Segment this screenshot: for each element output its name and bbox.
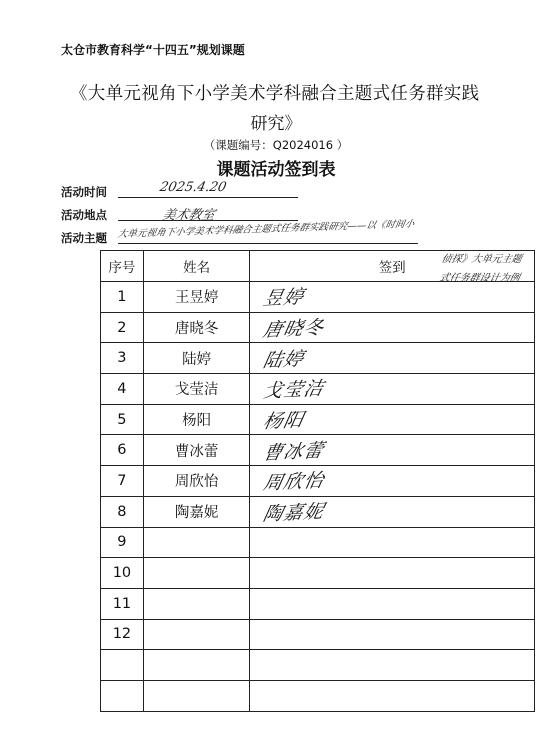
table-row [101, 374, 535, 405]
activity-place-value: 美术教室 [160, 208, 217, 223]
row-name [143, 680, 250, 711]
table-row [101, 558, 535, 589]
activity-theme-value-line3: 式任务群设计为例 [438, 273, 521, 284]
row-number: 4 [101, 374, 144, 405]
row-name: 周欣怡 [143, 466, 250, 497]
row-name: 陆婷 [143, 343, 250, 374]
row-number: 8 [101, 496, 144, 527]
table-row [101, 619, 535, 650]
activity-time-label: 活动时间 [61, 185, 107, 199]
organization-line: 太仓市教育科学“十四五”规划课题 [61, 43, 245, 57]
row-signature [250, 374, 535, 405]
header-signature: 签到 [250, 251, 535, 282]
handwritten-signature: 曹冰蕾 [261, 439, 327, 465]
row-name: 陶嘉妮 [143, 496, 250, 527]
row-number: 10 [101, 558, 144, 589]
table-header-row [101, 251, 535, 282]
row-number: 5 [101, 404, 144, 435]
table-row [101, 680, 535, 711]
handwritten-signature: 周欣怡 [261, 469, 327, 496]
row-signature [250, 312, 535, 343]
row-name: 王昱婷 [143, 282, 250, 313]
handwritten-signature: 唐晓冬 [261, 316, 327, 342]
sheet-title: 课题活动签到表 [216, 160, 336, 180]
row-number [101, 650, 144, 681]
row-signature [250, 527, 535, 558]
activity-theme-value-line2: 侦探》大单元主题 [440, 254, 523, 265]
sign-in-table [100, 250, 535, 712]
row-name [143, 650, 250, 681]
row-name: 曹冰蕾 [143, 435, 250, 466]
handwritten-signature: 杨阳 [261, 409, 307, 434]
table-row [101, 282, 535, 313]
row-name: 唐晓冬 [143, 312, 250, 343]
row-signature [250, 558, 535, 589]
project-code: （课题编号：Q2024016 ） [203, 138, 349, 152]
table-row [101, 650, 535, 681]
row-name: 杨阳 [143, 404, 250, 435]
row-signature [250, 466, 535, 497]
activity-theme-underline [118, 243, 418, 244]
row-signature [250, 282, 535, 313]
row-name [143, 588, 250, 619]
activity-time-value: 2025.4.20 [158, 180, 228, 195]
row-signature [250, 496, 535, 527]
row-name [143, 619, 250, 650]
handwritten-signature: 戈莹洁 [261, 377, 327, 403]
table-row [101, 343, 535, 374]
row-number: 12 [101, 619, 144, 650]
row-signature [250, 680, 535, 711]
row-signature [250, 588, 535, 619]
activity-theme-value-line1: 大单元视角下小学美术学科融合主题式任务群实践研究——以《时间小 [116, 218, 416, 240]
table-row [101, 496, 535, 527]
row-number: 1 [101, 282, 144, 313]
table-row [101, 527, 535, 558]
row-signature [250, 435, 535, 466]
table-row [101, 466, 535, 497]
row-name [143, 558, 250, 589]
row-number: 6 [101, 435, 144, 466]
row-number: 3 [101, 343, 144, 374]
row-name [143, 527, 250, 558]
header-name: 姓名 [143, 251, 250, 282]
row-number: 7 [101, 466, 144, 497]
row-number [101, 680, 144, 711]
row-signature [250, 404, 535, 435]
activity-time-underline [118, 197, 298, 198]
handwritten-signature: 昱婷 [261, 286, 307, 311]
handwritten-signature: 陆婷 [261, 347, 307, 372]
handwritten-signature: 陶嘉妮 [261, 500, 327, 526]
activity-place-label: 活动地点 [61, 208, 107, 222]
row-signature [250, 650, 535, 681]
row-signature [250, 343, 535, 374]
table-row [101, 588, 535, 619]
row-signature [250, 619, 535, 650]
project-title-line2: 研究》 [250, 114, 302, 134]
table-row [101, 404, 535, 435]
project-title-line1: 《大单元视角下小学美术学科融合主题式任务群实践 [70, 84, 480, 104]
row-number: 2 [101, 312, 144, 343]
row-number: 9 [101, 527, 144, 558]
activity-theme-label: 活动主题 [61, 231, 107, 245]
row-number: 11 [101, 588, 144, 619]
table-row [101, 435, 535, 466]
table-row [101, 312, 535, 343]
header-number: 序号 [101, 251, 144, 282]
row-name: 戈莹洁 [143, 374, 250, 405]
